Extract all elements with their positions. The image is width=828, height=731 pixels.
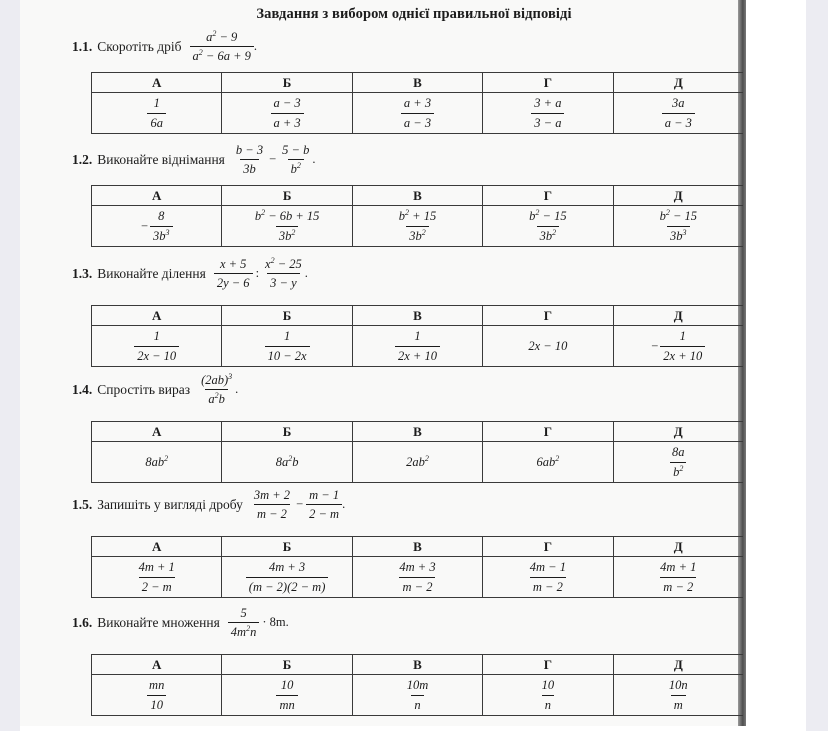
option-letter-5: Д — [613, 186, 743, 206]
answer-fraction — [276, 678, 297, 712]
answer-option-В — [352, 93, 482, 134]
answer-fraction — [252, 209, 323, 243]
task-number: 1.1. — [72, 38, 93, 54]
numerator: 5 — [240, 606, 247, 620]
option-letter-3: В — [352, 422, 482, 442]
denominator: $b^2$ — [288, 159, 304, 176]
answer-option-В — [352, 557, 482, 598]
option-letter-4: Г — [483, 422, 613, 442]
option-letter-2: Б — [222, 655, 352, 675]
denominator: $3b^2$ — [537, 226, 560, 243]
task-expression — [251, 488, 345, 522]
denominator: $3b^2$ — [276, 226, 299, 243]
numerator: $b^2 - 15$ — [529, 208, 567, 224]
expression-end: . — [253, 39, 258, 54]
answer-fraction — [660, 329, 705, 363]
task-expression — [198, 373, 238, 407]
numerator: 1 — [153, 329, 160, 344]
task-text: Спростіть вираз — [97, 381, 191, 397]
answer-expression: $8a^2b$ — [275, 453, 299, 469]
task-5-statement — [72, 488, 345, 522]
numerator: mn — [149, 678, 165, 693]
answer-option-В — [352, 442, 482, 483]
task-number: 1.2. — [72, 151, 93, 167]
task-3-answer-table — [91, 305, 743, 367]
negative-fraction — [651, 329, 705, 363]
expression-fraction-1 — [251, 488, 293, 522]
answer-option-А — [92, 93, 222, 134]
numerator: a − 3 — [273, 96, 301, 111]
answer-option-В — [352, 206, 482, 247]
denominator: m − 2 — [254, 504, 290, 521]
task-number: 1.6. — [72, 614, 93, 630]
task-expression — [214, 257, 308, 291]
denominator: 3 − y — [267, 273, 299, 290]
option-letter-5: Д — [613, 306, 743, 326]
numerator: $b^2 + 15$ — [398, 208, 437, 224]
option-letter-4: Г — [483, 537, 613, 557]
expression-end: . — [342, 497, 346, 512]
task-number: 1.5. — [72, 496, 93, 512]
task-text: Виконайте множення — [97, 614, 220, 630]
numerator: 10m — [406, 678, 429, 693]
answer-option-Б — [222, 557, 352, 598]
numerator: 1 — [283, 329, 291, 344]
task-6-answer-table — [91, 654, 743, 716]
denominator: $4m^2n$ — [228, 622, 260, 639]
expression-fraction-2 — [262, 257, 305, 291]
numerator: $x^2 - 25$ — [265, 256, 302, 271]
operator: − — [269, 152, 277, 167]
answer-fraction — [146, 678, 167, 712]
denominator: $3b^3$ — [667, 226, 690, 243]
option-letter-4: Г — [483, 306, 613, 326]
denominator: $a^2 - 6a + 9$ — [190, 46, 254, 63]
answer-option-Д — [613, 557, 743, 598]
task-1-answer-table — [91, 72, 743, 134]
denominator: (m − 2)(2 − m) — [246, 577, 329, 594]
option-letter-2: Б — [222, 537, 352, 557]
numerator: m − 1 — [309, 488, 340, 502]
numerator: $a^2 - 9$ — [206, 29, 238, 44]
answer-option-Б — [222, 206, 352, 247]
denominator: 2x − 10 — [134, 346, 179, 363]
numerator: 3a — [672, 96, 685, 111]
denominator: 2 − m — [306, 504, 342, 521]
expression-tail: · 8m. — [262, 615, 289, 630]
option-letter-1: А — [92, 537, 222, 557]
negative-fraction — [141, 209, 173, 243]
answer-expression: $8ab^2$ — [145, 453, 169, 469]
option-letter-4: Г — [483, 655, 613, 675]
answer-letters-row — [92, 186, 744, 206]
task-text: Скоротіть дріб — [97, 38, 182, 54]
numerator: 8 — [158, 209, 165, 224]
denominator: m − 2 — [660, 577, 696, 594]
operator: : — [255, 266, 260, 281]
answer-fraction — [531, 96, 564, 130]
answer-option-А — [92, 442, 222, 483]
answer-fraction — [265, 329, 310, 363]
numerator: 4m − 1 — [529, 560, 566, 575]
answer-letters-row — [92, 537, 744, 557]
answer-fraction — [396, 209, 439, 243]
option-letter-3: В — [352, 186, 482, 206]
answer-option-Г — [483, 93, 613, 134]
answer-fraction — [150, 209, 173, 243]
answer-fraction — [136, 560, 178, 594]
answer-fraction — [395, 329, 440, 363]
option-letter-1: А — [92, 306, 222, 326]
expression-end: . — [312, 152, 316, 167]
answer-option-Д — [613, 206, 743, 247]
answer-options-row — [92, 557, 744, 598]
answer-letters-row — [92, 306, 744, 326]
denominator: 2x + 10 — [660, 346, 705, 363]
expression-fraction-1 — [214, 257, 253, 291]
task-expression — [190, 30, 258, 64]
answer-expression: $6ab^2$ — [536, 453, 560, 469]
option-letter-4: Г — [483, 73, 613, 93]
task-5-answer-table — [91, 536, 743, 598]
minus-sign: − — [140, 218, 148, 233]
denominator: 2y − 6 — [214, 273, 253, 290]
numerator: 4m + 3 — [399, 560, 436, 575]
task-4-answer-table — [91, 421, 743, 483]
denominator: m − 2 — [530, 577, 566, 594]
answer-option-Д — [613, 93, 743, 134]
numerator: 3m + 2 — [253, 488, 291, 502]
answer-option-Г — [483, 675, 613, 716]
numerator: 10n — [668, 678, 688, 693]
expression-fraction — [198, 373, 235, 407]
numerator: b − 3 — [235, 143, 264, 157]
denominator: $3b^3$ — [150, 226, 173, 243]
answer-option-А — [92, 557, 222, 598]
task-text: Виконайте ділення — [97, 265, 206, 281]
task-text: Виконайте віднімання — [97, 151, 225, 167]
numerator: 1 — [414, 329, 421, 344]
denominator: m — [671, 695, 686, 712]
numerator: 10 — [541, 678, 555, 693]
numerator: 5 − b — [282, 143, 310, 157]
option-letter-1: А — [92, 73, 222, 93]
answer-fraction — [526, 209, 569, 243]
operator: − — [296, 497, 304, 512]
answer-letters-row — [92, 73, 744, 93]
answer-fraction — [669, 445, 688, 479]
numerator: a + 3 — [403, 96, 432, 111]
task-1-statement — [72, 30, 257, 64]
option-letter-3: В — [352, 306, 482, 326]
answer-option-Б — [222, 326, 352, 367]
answer-option-В — [352, 326, 482, 367]
denominator: 10 — [147, 695, 166, 712]
numerator: $b^2 - 15$ — [659, 208, 697, 224]
option-letter-5: Д — [613, 537, 743, 557]
numerator: 4m + 1 — [138, 560, 175, 575]
answer-options-row — [92, 442, 744, 483]
task-3-statement — [72, 257, 308, 291]
answer-fraction — [271, 96, 304, 130]
answer-options-row — [92, 675, 744, 716]
denominator: $b^2$ — [670, 462, 686, 479]
option-letter-2: Б — [222, 422, 352, 442]
answer-fraction — [527, 560, 569, 594]
answer-option-Г — [483, 557, 613, 598]
section-heading: Завдання з вибором однієї правильної відповіді — [256, 6, 572, 22]
answer-option-А — [92, 675, 222, 716]
task-expression — [233, 143, 316, 177]
right-margin — [806, 0, 828, 731]
numerator: 1 — [153, 96, 160, 111]
answer-option-А — [92, 206, 222, 247]
numerator: $b^2 - 6b + 15$ — [254, 208, 320, 224]
answer-option-Д — [613, 326, 743, 367]
denominator: $3b^2$ — [406, 226, 429, 243]
numerator: 3 + a — [534, 96, 562, 111]
answer-letters-row — [92, 422, 744, 442]
denominator: n — [411, 695, 423, 712]
denominator: n — [542, 695, 554, 712]
option-letter-1: А — [92, 422, 222, 442]
answer-expression: $2ab^2$ — [406, 453, 429, 469]
denominator: 3 − a — [531, 113, 564, 130]
task-number: 1.3. — [72, 265, 93, 281]
answer-fraction — [539, 678, 558, 712]
answer-options-row — [92, 326, 744, 367]
answer-fraction — [404, 678, 432, 712]
numerator: 4m + 3 — [268, 560, 306, 575]
answer-fraction — [666, 678, 691, 712]
answer-option-Г — [483, 442, 613, 483]
answer-fraction — [657, 560, 699, 594]
numerator: x + 5 — [219, 257, 247, 271]
option-letter-5: Д — [613, 655, 743, 675]
numerator: 10 — [280, 678, 294, 693]
task-6-statement — [72, 606, 289, 640]
answer-option-Б — [222, 675, 352, 716]
denominator: a − 3 — [662, 113, 695, 130]
answer-options-row — [92, 206, 744, 247]
answer-fraction — [134, 329, 179, 363]
answer-option-Г — [483, 206, 613, 247]
denominator: 3b — [240, 159, 259, 176]
denominator: 6a — [147, 113, 166, 130]
denominator: 10 − 2x — [265, 346, 310, 363]
denominator: mn — [276, 695, 297, 712]
expression-end: . — [304, 266, 308, 281]
option-letter-3: В — [352, 537, 482, 557]
expression-fraction-1 — [233, 143, 266, 177]
answer-fraction — [246, 560, 329, 594]
expression-fraction — [190, 30, 254, 64]
answer-options-row — [92, 93, 744, 134]
denominator: m − 2 — [399, 577, 435, 594]
denominator: a − 3 — [401, 113, 434, 130]
answer-fraction — [662, 96, 695, 130]
numerator: 8a — [672, 445, 685, 460]
expression-fraction-2 — [279, 143, 312, 177]
answer-expression: 2x − 10 — [528, 338, 568, 353]
option-letter-5: Д — [613, 422, 743, 442]
answer-option-Г — [483, 326, 613, 367]
option-letter-5: Д — [613, 73, 743, 93]
answer-letters-row — [92, 655, 744, 675]
option-letter-2: Б — [222, 306, 352, 326]
expression-end: . — [235, 382, 239, 397]
answer-option-Б — [222, 442, 352, 483]
task-2-statement — [72, 143, 315, 177]
answer-option-Д — [613, 442, 743, 483]
answer-fraction — [147, 96, 166, 130]
option-letter-1: А — [92, 186, 222, 206]
option-letter-2: Б — [222, 186, 352, 206]
task-2-answer-table — [91, 185, 743, 247]
left-margin — [0, 0, 20, 731]
task-number: 1.4. — [72, 381, 93, 397]
numerator: 4m + 1 — [660, 560, 697, 575]
answer-option-В — [352, 675, 482, 716]
task-expression — [228, 606, 289, 640]
answer-option-Б — [222, 93, 352, 134]
denominator: a + 3 — [271, 113, 304, 130]
option-letter-3: В — [352, 655, 482, 675]
option-letter-4: Г — [483, 186, 613, 206]
answer-option-Д — [613, 675, 743, 716]
denominator: 2x + 10 — [395, 346, 440, 363]
denominator: 2 − m — [139, 577, 175, 594]
expression-fraction-2 — [306, 488, 342, 522]
minus-sign: − — [651, 338, 659, 353]
numerator: 1 — [679, 329, 686, 344]
task-4-statement — [72, 373, 238, 407]
option-letter-2: Б — [222, 73, 352, 93]
answer-fraction — [396, 560, 438, 594]
denominator: $a^2b$ — [205, 389, 228, 406]
answer-fraction — [401, 96, 434, 130]
numerator: $(2ab)^3$ — [201, 372, 233, 387]
answer-option-А — [92, 326, 222, 367]
option-letter-3: В — [352, 73, 482, 93]
option-letter-1: А — [92, 655, 222, 675]
expression-fraction — [228, 606, 260, 640]
answer-fraction — [657, 209, 700, 243]
task-text: Запишіть у вигляді дробу — [97, 496, 243, 512]
